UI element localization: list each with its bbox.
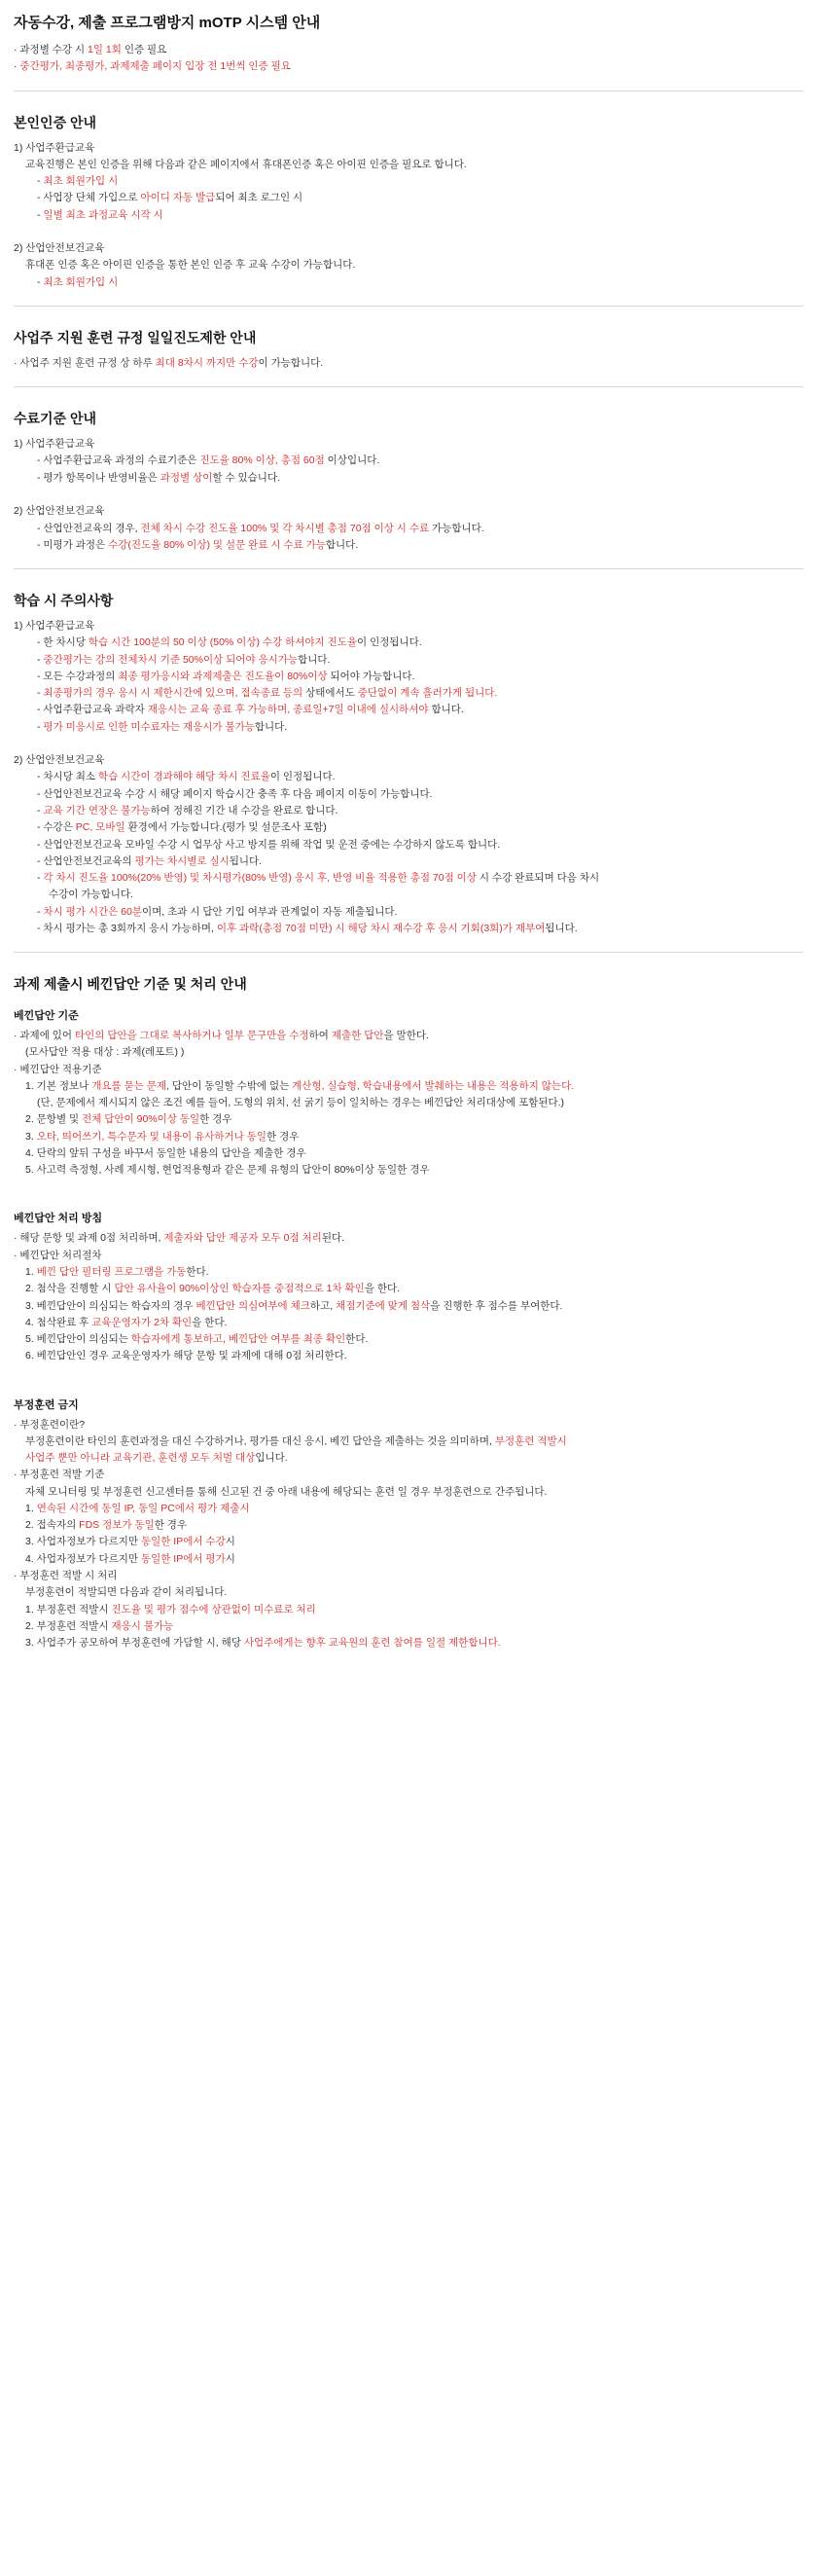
body-text: 1. 기본 정보나 <box>25 1079 92 1092</box>
text-line <box>14 257 803 272</box>
spacer <box>14 1365 803 1383</box>
body-text: 교육진행은 본인 인증을 위해 다음과 같은 페이지에서 휴대폰인증 혹은 아이핀 인증을 필요로 합니다. <box>25 158 467 170</box>
text-line <box>14 618 803 634</box>
highlight-text: 교육 기간 연장은 불가능 <box>43 804 151 816</box>
body-text: 1. <box>25 1266 37 1279</box>
highlight-text: 일별 최초 과정교육 시작 시 <box>43 208 163 221</box>
section-heading: 본인인증 안내 <box>14 114 97 130</box>
text-line <box>14 702 803 717</box>
text-line <box>14 1467 803 1482</box>
highlight-text: 수강(진도율 80% 이상) 및 설문 완료 시 수료 가능 <box>108 538 326 551</box>
text-line <box>14 652 803 668</box>
body-text: - 산업안전보건교육 모바일 수강 시 업무상 사고 방지를 위해 작업 및 운전 중에는 수강하지 않도록 합니다. <box>37 838 501 851</box>
body-text: 1) 사업주환급교육 <box>14 620 95 633</box>
body-text: 합니다. <box>325 538 359 551</box>
body-text: - 사업장 단체 가입으로 <box>37 192 141 204</box>
text-line <box>14 140 803 156</box>
subsection-heading: 부정훈련 금지 <box>14 1398 79 1411</box>
text-line <box>14 1281 803 1296</box>
text-line <box>14 1534 803 1549</box>
body-text: , 답안이 동일할 수밖에 없는 <box>166 1079 293 1092</box>
text-line <box>14 503 803 519</box>
text-line <box>14 921 803 936</box>
section-completion-criteria <box>14 409 803 553</box>
highlight-text: 베낀답안 의심여부에 체크 <box>195 1299 310 1312</box>
body-text: · 사업주 지원 훈련 규정 상 하루 <box>14 356 156 369</box>
text-line <box>14 224 803 239</box>
text-line <box>14 1230 803 1246</box>
text-line <box>14 1501 803 1516</box>
highlight-text: 최초 회원가입 시 <box>43 175 119 188</box>
body-text: - <box>37 804 44 816</box>
text-line <box>14 1433 803 1449</box>
body-text: 자체 모니터링 및 부정훈련 신고센터를 통해 신고된 건 중 아래 내용에 해당되는 훈련 일 경우 부정훈련으로 간주됩니다. <box>25 1485 548 1498</box>
body-text: 2) 산업안전보건교육 <box>14 754 105 767</box>
highlight-text: 동일한 IP에서 수강 <box>140 1536 226 1548</box>
highlight-text: 이후 과락(총점 70점 미만) 시 해당 차시 재수강 후 응시 기회(3회)가 재부여 <box>216 922 546 934</box>
highlight-text: 재응시 불가능 <box>111 1619 174 1632</box>
body-text: - 차시 평가는 총 3회까지 응시 가능하며, <box>37 922 217 934</box>
section-identity-verification <box>14 113 803 290</box>
section-heading: 과제 제출시 베낀답안 기준 및 처리 안내 <box>14 976 247 993</box>
body-text: 5. 사고력 측정형, 사례 제시형, 현업적용형과 같은 문제 유형의 답안이 80%이상 동일한 경우 <box>25 1164 430 1177</box>
text-line <box>14 1450 803 1466</box>
text-line <box>14 669 803 684</box>
highlight-text: 재응시는 교육 종료 후 가능하며, 종료일+7일 이내에 실시하셔야 <box>147 704 429 716</box>
body-text: 3. <box>25 1130 37 1143</box>
highlight-text: 사업주 뿐만 아니라 교육기관, 훈련생 모두 처벌 대상 <box>25 1452 256 1465</box>
text-line <box>14 719 803 735</box>
body-text: 3. 사업자정보가 다르지만 <box>25 1536 141 1548</box>
highlight-text: 계산형, 실습형, 학습내용에서 발췌하는 내용은 적용하지 않는다. <box>292 1079 575 1092</box>
highlight-text: 중간평가는 강의 전체차시 기준 50%이상 되어야 응시가능 <box>43 653 299 666</box>
body-text: · 부정훈련 적발 시 처리 <box>14 1570 118 1581</box>
body-text: 됩니다. <box>545 922 578 934</box>
highlight-text: 진도율 및 평가 점수에 상관없이 미수료로 처리 <box>111 1603 316 1615</box>
text-line <box>14 537 803 553</box>
body-text: - 사업주환급교육 과락자 <box>37 704 148 716</box>
text-line <box>14 1298 803 1314</box>
body-text: - <box>37 687 44 700</box>
highlight-text: 진도율 80% 이상, 총점 60점 <box>199 454 325 467</box>
highlight-text: 학습자에게 통보하고, 베낀답안 여부를 최종 확인 <box>130 1333 346 1346</box>
text-line <box>14 1348 803 1363</box>
body-text: (모사답안 적용 대상 : 과제(레포트) ) <box>25 1046 185 1059</box>
body-text: 되어 최초 로그인 시 <box>215 192 303 204</box>
text-line <box>14 1517 803 1533</box>
text-line <box>14 1584 803 1600</box>
text-line <box>14 736 803 751</box>
body-text: 입니다. <box>255 1452 288 1465</box>
text-line <box>14 1248 803 1263</box>
highlight-text: 차시 평가 시간은 60분 <box>43 905 142 918</box>
section-divider <box>14 306 803 307</box>
text-line <box>14 1315 803 1330</box>
text-line <box>14 207 803 223</box>
body-text: 합니다. <box>428 704 464 716</box>
body-text: · 부정훈련 적발 기준 <box>14 1469 105 1481</box>
text-line <box>14 453 803 468</box>
highlight-text: 개요를 묻는 문제 <box>91 1079 167 1092</box>
highlight-text: 베낀 답안 필터링 프로그램을 가동 <box>36 1266 187 1279</box>
highlight-text: 최초 회원가입 시 <box>43 275 119 288</box>
body-text: · <box>14 60 20 73</box>
body-text: 이며, 초과 시 답안 기입 여부과 관계없이 자동 제출됩니다. <box>142 905 398 918</box>
text-line <box>14 786 803 802</box>
text-line <box>14 803 803 818</box>
body-text: 하고, <box>309 1299 337 1312</box>
highlight-text: 사업주에게는 향후 교육원의 훈련 참여를 일절 제한합니다. <box>243 1637 501 1650</box>
text-line <box>14 436 803 452</box>
body-text: - <box>37 653 44 666</box>
body-text: 이상입니다. <box>324 454 380 467</box>
section-daily-limit <box>14 328 803 371</box>
text-line <box>14 240 803 256</box>
text-line <box>14 837 803 853</box>
body-text: 2. 첨삭을 진행할 시 <box>25 1283 115 1295</box>
body-text: 이 인정됩니다. <box>357 636 422 649</box>
body-text: 5. 베낀답안이 의심되는 <box>25 1333 131 1346</box>
body-text: · 베낀답안 처리절차 <box>14 1249 102 1261</box>
body-text: · 해당 문항 및 과제 0점 처리하며, <box>14 1232 164 1245</box>
body-text: 수강이 가능합니다. <box>49 889 133 901</box>
highlight-text: 제출자와 답안 제공자 모두 0점 처리 <box>163 1232 322 1245</box>
text-line <box>14 1602 803 1617</box>
body-text: 2) 산업안전보건교육 <box>14 505 105 518</box>
body-text: - 차시당 최소 <box>37 771 98 783</box>
body-text: - <box>37 872 44 885</box>
text-line <box>14 819 803 835</box>
body-text: · 베낀답안 적용기준 <box>14 1063 102 1075</box>
body-text: - 수강은 <box>37 821 76 834</box>
highlight-text: 동일한 IP에서 평가 <box>140 1552 226 1565</box>
body-text: - <box>37 175 44 188</box>
highlight-text: 답안 유사율이 90%이상인 학습자를 중점적으로 1차 확인 <box>114 1283 365 1295</box>
text-line <box>14 190 803 205</box>
highlight-text: 중간평가, 최종평가, 과제제출 페이지 입장 전 1번씩 인증 필요 <box>19 60 291 73</box>
body-text: 시 <box>225 1552 235 1565</box>
text-line <box>14 1551 803 1567</box>
text-line <box>14 887 803 902</box>
text-line <box>14 521 803 536</box>
subsection-heading: 베낀답안 기준 <box>14 1010 79 1023</box>
text-line <box>14 853 803 869</box>
body-text: (단, 문제에서 제시되지 않은 조건 예를 들어, 도형의 위치, 선 굵기 등이 일치하는 경우는 베낀답안 처리대상에 포함된다.) <box>37 1097 565 1109</box>
body-text: - 모든 수강과정의 <box>37 670 119 682</box>
text-line <box>14 1417 803 1433</box>
highlight-text: 아이디 자동 발급 <box>140 192 216 204</box>
highlight-text: 평가 미응시로 인한 미수료자는 재응시가 불가능 <box>43 720 255 733</box>
page-title: 자동수강, 제출 프로그램방지 mOTP 시스템 안내 <box>14 15 321 31</box>
highlight-text: 연속된 시간에 동일 IP, 동일 PC에서 평가 제출시 <box>36 1502 250 1514</box>
body-text: 4. 사업자정보가 다르지만 <box>25 1552 141 1565</box>
subsection-heading: 베낀답안 처리 방침 <box>14 1213 103 1225</box>
highlight-text: 채점기준에 맞게 첨삭 <box>336 1299 431 1312</box>
body-text: - <box>37 275 44 288</box>
text-line <box>14 274 803 290</box>
body-text: - 사업주환급교육 과정의 수료기준은 <box>37 454 200 467</box>
body-text: · 과제에 있어 <box>14 1030 75 1042</box>
text-line <box>14 1618 803 1634</box>
body-text: 2. 부정훈련 적발시 <box>25 1619 112 1632</box>
body-text: 환경에서 가능합니다.(평가 및 설문조사 포함) <box>124 821 327 834</box>
body-text: 합니다. <box>298 653 331 666</box>
text-line <box>14 58 803 74</box>
text-line <box>14 1044 803 1060</box>
text-line <box>14 1095 803 1110</box>
section-divider <box>14 952 803 953</box>
body-text: - <box>37 720 44 733</box>
body-text: 된다. <box>321 1232 345 1245</box>
body-text: 한 경우 <box>154 1519 188 1532</box>
body-text: 휴대폰 인증 혹은 아이핀 인증을 통한 본인 인증 후 교육 수강이 가능합니다. <box>25 259 356 272</box>
highlight-text: 중단없이 계속 흘러가게 됩니다. <box>357 687 498 700</box>
body-text: 인증 필요 <box>121 44 167 55</box>
text-line <box>14 1111 803 1127</box>
text-line <box>14 487 803 502</box>
body-text: 되어야 가능합니다. <box>327 670 415 682</box>
highlight-text: 학습 시간이 경과해야 해당 차시 진료율 <box>97 771 270 783</box>
text-line <box>14 1062 803 1077</box>
body-text: - 미평가 과정은 <box>37 538 109 551</box>
body-text: · 과정별 수강 시 <box>14 44 89 55</box>
text-line <box>14 173 803 189</box>
body-text: - 평가 항목이나 반영비율은 <box>37 471 160 484</box>
text-line <box>14 1129 803 1144</box>
body-text: 4. 단락의 앞뒤 구성을 바꾸서 동일한 내용의 답안을 제출한 경우 <box>25 1146 306 1159</box>
spacer <box>14 1179 803 1196</box>
highlight-text: 학습 시간 100분의 50 이상 (50% 이상) 수강 하셔야지 진도율 <box>88 636 358 649</box>
section-intro <box>14 42 803 75</box>
sections-container <box>14 42 803 1651</box>
text-line <box>14 355 803 371</box>
body-text: 됩니다. <box>229 854 263 867</box>
highlight-text: FDS 정보가 동일 <box>79 1519 155 1532</box>
body-text: 2. 문항별 및 <box>25 1113 83 1126</box>
section-plagiarism <box>14 974 803 1651</box>
text-line <box>14 1162 803 1178</box>
body-text: 부정훈련이 적발되면 다음과 같이 처리됩니다. <box>25 1586 228 1599</box>
body-text: 한 경우 <box>266 1130 300 1143</box>
body-text: - 산업안전보건교육 수강 시 해당 페이지 학습시간 충족 후 다음 페이지 이동이 가능합니다. <box>37 787 433 800</box>
body-text: 3. 베낀답안이 의심되는 학습자의 경우 <box>25 1299 196 1312</box>
highlight-text: 오타, 띄어쓰기, 특수문자 및 내용이 유사하거나 동일 <box>36 1130 267 1143</box>
body-text: 6. 베낀답안인 경우 교육운영자가 해당 문항 및 과제에 대해 0점 처리한다. <box>25 1350 347 1362</box>
body-text: 할 수 있습니다. <box>212 471 281 484</box>
highlight-text: 과정별 상이 <box>160 471 213 484</box>
text-line <box>14 904 803 920</box>
body-text: 시 <box>225 1536 235 1548</box>
section-study-cautions <box>14 591 803 936</box>
text-line <box>14 1568 803 1583</box>
body-text: 시 수강 완료되며 다음 차시 <box>476 872 600 885</box>
section-divider <box>14 386 803 387</box>
body-text: 1) 사업주환급교육 <box>14 141 95 154</box>
text-line <box>14 870 803 886</box>
section-heading: 학습 시 주의사항 <box>14 593 114 609</box>
body-text: 을 진행한 후 점수를 부여한다. <box>430 1299 563 1312</box>
body-text: · 부정훈련이란? <box>14 1418 86 1431</box>
text-line <box>14 1028 803 1043</box>
body-text: 을 한다. <box>192 1316 228 1328</box>
body-text: 합니다. <box>254 720 288 733</box>
body-text: 가능합니다. <box>429 522 484 534</box>
text-line <box>14 635 803 650</box>
body-text: 한다. <box>186 1266 209 1279</box>
body-text: 1. <box>25 1502 37 1514</box>
text-line <box>14 1078 803 1094</box>
body-text: 2. 접속자의 <box>25 1519 80 1532</box>
body-text: 1) 사업주환급교육 <box>14 438 95 451</box>
body-text: 이 인정됩니다. <box>269 771 336 783</box>
body-text: 한다. <box>345 1333 369 1346</box>
text-line <box>14 1264 803 1280</box>
text-line <box>14 769 803 784</box>
highlight-text: 1일 1회 <box>88 44 122 55</box>
body-text: 한 경우 <box>199 1113 232 1126</box>
body-text: 1. 부정훈련 적발시 <box>25 1603 112 1615</box>
text-line <box>14 1145 803 1161</box>
body-text: - <box>37 208 44 221</box>
highlight-text: PC, 모바일 <box>75 821 125 834</box>
body-text: 부정훈련이란 타인의 훈련과정을 대신 수강하거나, 평가를 대신 응시, 베낀 답안을 제출하는 것을 의미하며, <box>25 1434 495 1447</box>
body-text: - 산업안전교육의 경우, <box>37 522 141 534</box>
section-heading: 사업주 지원 훈련 규정 일일진도제한 안내 <box>14 329 257 345</box>
highlight-text: 전체 답안이 90%이상 동일 <box>82 1113 200 1126</box>
body-text: 상태에서도 <box>302 687 358 700</box>
body-text: 하여 정해진 기간 내 수강을 완료로 합니다. <box>150 804 338 816</box>
text-line <box>14 1331 803 1347</box>
body-text: 을 말한다. <box>383 1030 429 1042</box>
highlight-text: 최종 평가응시와 과제제출은 진도율이 80%이상 <box>118 670 328 682</box>
text-line <box>14 42 803 57</box>
highlight-text: 평가는 차시별로 실시 <box>134 854 230 867</box>
text-line <box>14 1635 803 1651</box>
highlight-text: 최종평가의 경우 응시 시 제한시간에 있으며, 접속종료 등의 <box>43 687 303 700</box>
highlight-text: 최대 8차시 까지만 수강 <box>155 356 259 369</box>
body-text: 3. 사업주가 공모하여 부정훈련에 가담할 시, 해당 <box>25 1637 244 1650</box>
body-text: - 한 차시당 <box>37 636 89 649</box>
body-text: 을 한다. <box>364 1283 401 1295</box>
section-divider <box>14 568 803 569</box>
highlight-text: 전체 차시 수강 진도율 100% 및 각 차시별 총점 70점 이상 시 수료 <box>140 522 430 534</box>
highlight-text: 제출한 답안 <box>331 1030 384 1042</box>
highlight-text: 타인의 답안을 그대로 복사하거나 일부 문구만을 수정 <box>74 1030 309 1042</box>
body-text: 2) 산업안전보건교육 <box>14 242 105 255</box>
highlight-text: 교육운영자가 2차 확인 <box>91 1316 193 1328</box>
text-line <box>14 752 803 768</box>
body-text: - <box>37 905 44 918</box>
body-text: 하여 <box>308 1030 332 1042</box>
section-heading: 수료기준 안내 <box>14 411 97 427</box>
text-line <box>14 157 803 172</box>
body-text: 이 가능합니다. <box>258 356 324 369</box>
text-line <box>14 685 803 701</box>
highlight-text: 부정훈련 적발시 <box>494 1434 567 1447</box>
text-line <box>14 470 803 486</box>
highlight-text: 각 차시 진도율 100%(20% 반영) 및 차시평가(80% 반영) 응시 후, 반영 비율 적용한 총점 70점 이상 <box>43 872 477 885</box>
body-text: 4. 첨삭완료 후 <box>25 1316 92 1328</box>
text-line <box>14 1484 803 1500</box>
body-text: - 산업안전보건교육의 <box>37 854 135 867</box>
